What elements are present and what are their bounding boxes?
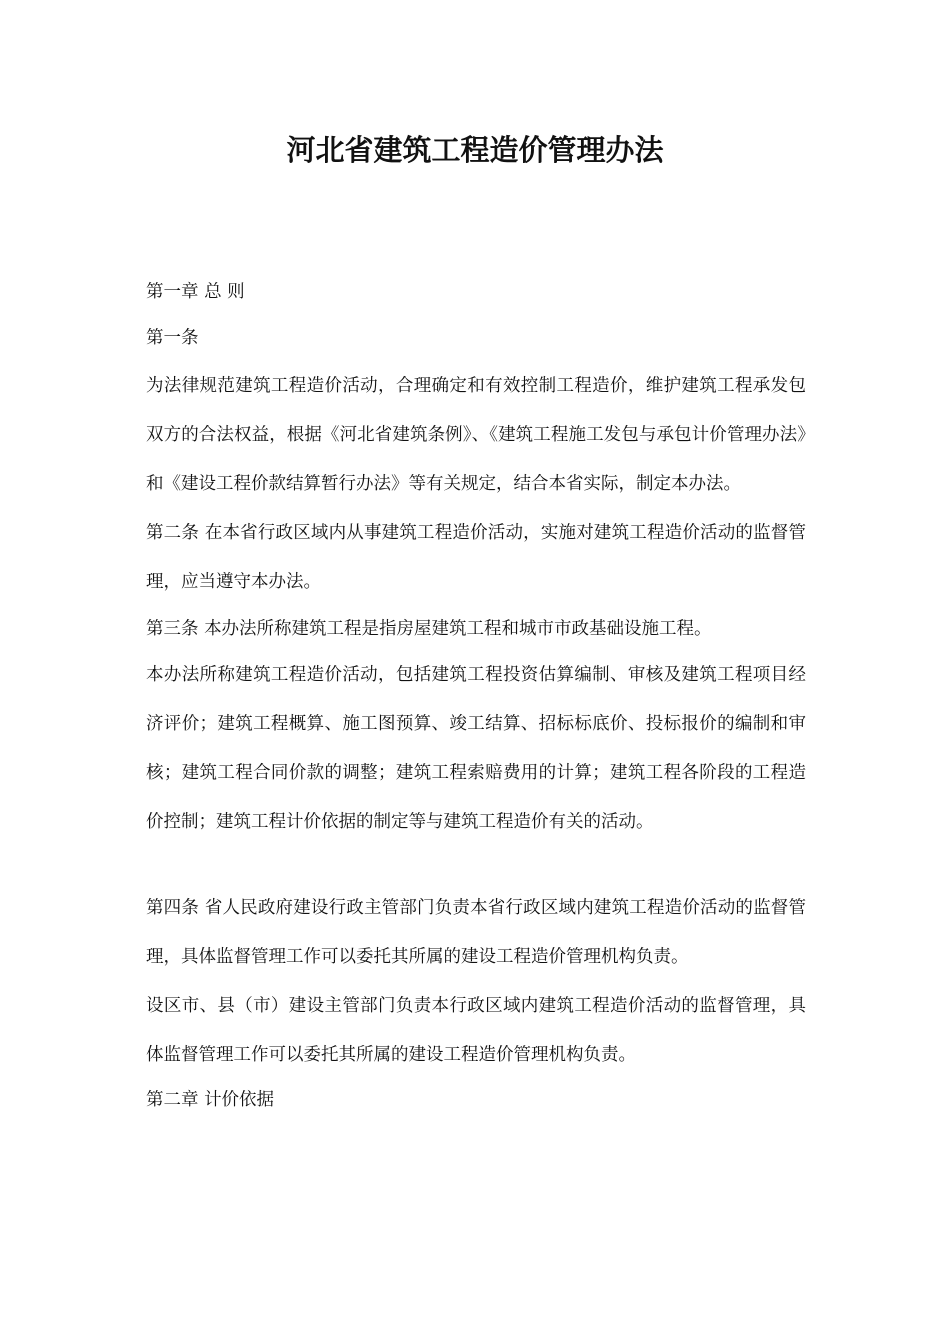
document-body [146, 280, 806, 1142]
article-3-text: 第三条 本办法所称建筑工程是指房屋建筑工程和城市市政基础设施工程。 [146, 619, 712, 639]
article-1-text: 为法律规范建筑工程造价活动，合理确定和有效控制工程造价，维护建筑工程承发包双方的合法权益，根据《河北省建筑条例》、《建筑工程施工发包与承包计价管理办法》和《建设工程价款结算暂行办法》等有关规定，结合本省实际，制定本办法。 [146, 376, 806, 494]
article-4-paragraph-2: 设区市、县（市）建设主管部门负责本行政区域内建筑工程造价活动的监督管理，具体监督管理工作可以委托其所属的建设工程造价管理机构负责。 [146, 996, 806, 1065]
article-2-text: 第二条 在本省行政区域内从事建筑工程造价活动，实施对建筑工程造价活动的监督管理，应当遵守本办法。 [146, 523, 806, 592]
article-1-heading: 第一条 [146, 328, 199, 348]
article-4-text: 第四条 省人民政府建设行政主管部门负责本省行政区域内建筑工程造价活动的监督管理，具体监督管理工作可以委托其所属的建设工程造价管理机构负责。 [146, 898, 806, 967]
chapter-1-heading: 第一章 总 则 [146, 282, 245, 302]
article-3-paragraph-2: 本办法所称建筑工程造价活动，包括建筑工程投资估算编制、审核及建筑工程项目经济评价；建筑工程概算、施工图预算、竣工结算、招标标底价、投标报价的编制和审核；建筑工程合同价款的调整；建筑工程索赔费用的计算；建筑工程各阶段的工程造价控制；建筑工程计价依据的制定等与建筑工程造价有关的活动。 [146, 665, 806, 832]
chapter-2-heading: 第二章 计价依据 [146, 1090, 275, 1110]
blank-line [146, 847, 806, 884]
document-title: 河北省建筑工程造价管理办法 [286, 133, 664, 167]
